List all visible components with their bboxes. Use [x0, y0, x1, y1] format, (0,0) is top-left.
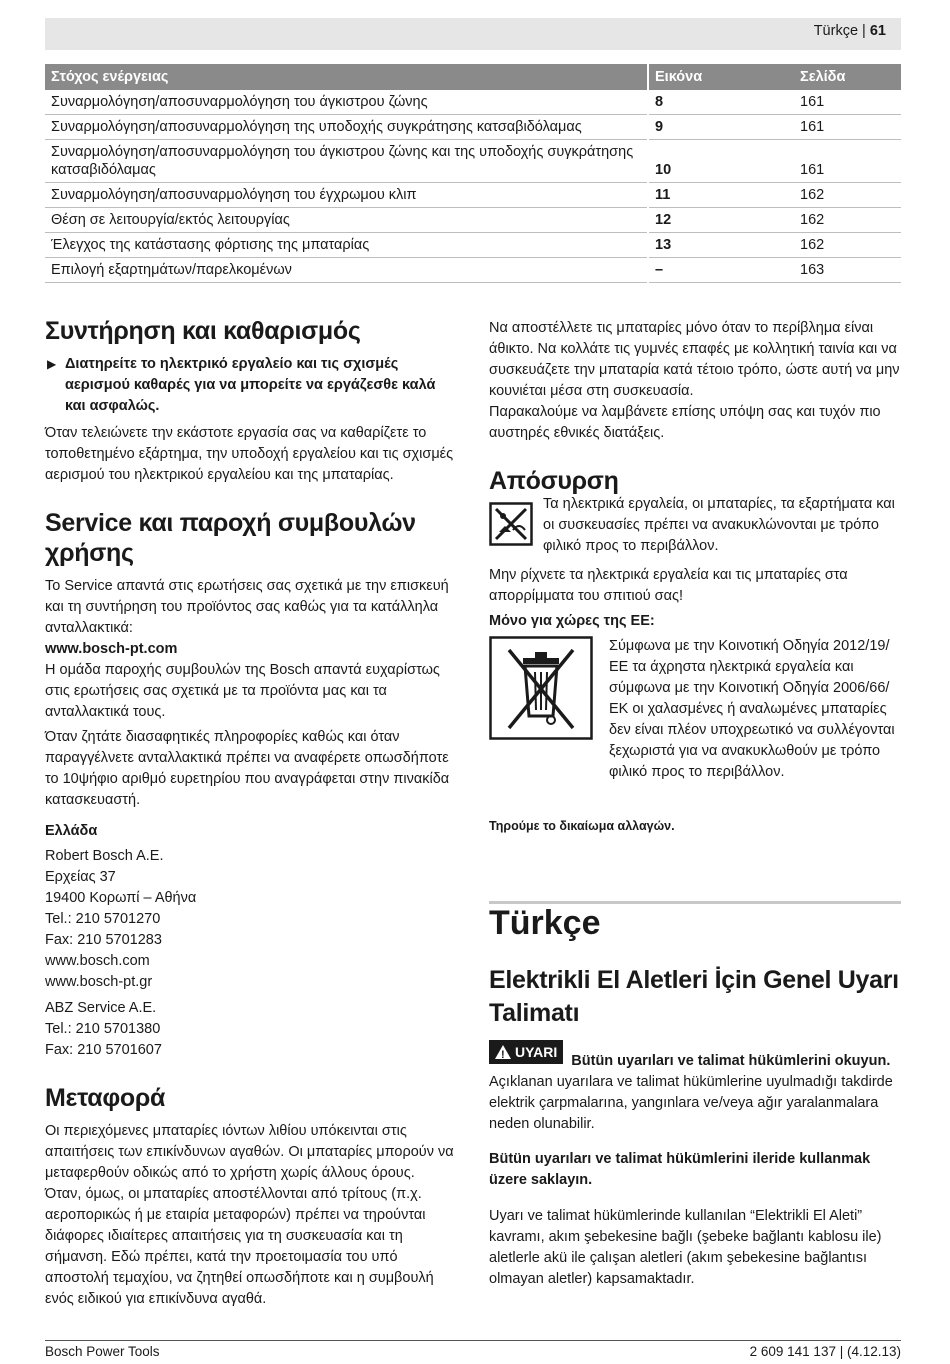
keep-instructions: Bütün uyarıları ve talimat hükümlerini ileride kullanmak üzere saklayın.	[489, 1151, 871, 1188]
row-action: Συναρμολόγηση/αποσυναρμολόγηση του άγκιστρου ζώνης και της υποδοχής συγκράτησης κατσαβιδόλαμας	[45, 140, 648, 183]
transport-p3: Να αποστέλλετε τις μπαταρίες μόνο όταν το περίβλημα είναι άθικτο. Να κολλάτε τις γυμνές επαφές με κολλητική ταινία και να συσκευάζετε την μπαταρία κατά τέτοιο τρόπο, ώστε αυτή να μην κουνιέται μέσα στη συσκευασία.	[489, 320, 900, 399]
table-row	[45, 208, 901, 233]
address-line: Tel.: 210 5701270	[45, 911, 161, 927]
col-header-action: Στόχος ενέργειας	[45, 64, 648, 90]
recycle-row	[489, 496, 901, 565]
address-block-1	[45, 846, 455, 993]
row-page: 163	[794, 258, 901, 283]
crossed-bin-icon	[489, 636, 593, 740]
row-page: 161	[794, 140, 901, 183]
service-p3: Όταν ζητάτε διασαφητικές πληροφορίες καθώς και όταν παραγγέλνετε ανταλλακτικά πρέπει να αναφέρετε οπωσδήποτε το 10ψήφιο αριθμό ευρετηρίου που αναγράφεται στην πινακίδα κατασκευαστή.	[45, 729, 450, 808]
reference-table	[45, 64, 901, 283]
row-action: Συναρμολόγηση/αποσυναρμολόγηση του έγχρωμου κλιπ	[45, 183, 648, 208]
row-figure: 10	[648, 140, 794, 183]
disposal-p2: Μην ρίχνετε τα ηλεκτρικά εργαλεία και τις μπαταρίες στα απορρίμματα του σπιτιού σας!	[489, 567, 848, 604]
eu-text: Σύμφωνα με την Κοινοτική Οδηγία 2012/19/ΕΕ τα άχρηστα ηλεκτρικά εργαλεία και σύμφωνα με την Κοινοτική Οδηγία 2006/66/ΕΚ οι χαλασμένες ή αναλωμένες μπαταρίες δεν είναι πλέον υποχρεωτικό να συλλέγονται ξεχωριστά για να ανακυκλωθούν με τρόπο φιλικό προς το περιβάλλον.	[609, 638, 895, 780]
service-country: Ελλάδα	[45, 823, 98, 839]
address-line: Robert Bosch A.E.	[45, 848, 164, 864]
warning-triangle-icon	[495, 1045, 511, 1059]
warning-bold: Bütün uyarıları ve talimat hükümlerini okuyun.	[571, 1052, 891, 1069]
row-page: 161	[794, 115, 901, 140]
turkish-title: Türkçe	[489, 904, 601, 942]
row-action: Θέση σε λειτουργία/εκτός λειτουργίας	[45, 208, 648, 233]
row-action: Επιλογή εξαρτημάτων/παρελκομένων	[45, 258, 648, 283]
warning-text: Açıklanan uyarılara ve talimat hükümlerine uyulmadığı takdirde elektrik çarpmalarına, yangınlara ve/veya ağır yaralanmalara neden olunabilir.	[489, 1073, 893, 1132]
turkish-warning-block	[489, 1036, 901, 1304]
footer-left: Bosch Power Tools	[45, 1344, 160, 1359]
table-row	[45, 233, 901, 258]
turkish-paragraph: Uyarı ve talimat hükümlerinde kullanılan “Elektrikli El Aleti” kavramı, akım şebekesine bağlı (şebeke bağlantı kablosu ile) aletlerle akü ile çalışan aletleri (akım şebekesine bağlantısı olmayan aletler) kapsamaktadır.	[489, 1207, 882, 1287]
address-line: ABZ Service A.E.	[45, 1000, 157, 1016]
transport-p1: Οι περιεχόμενες μπαταρίες ιόντων λιθίου υπόκεινται στις απαιτήσεις των επικίνδυνων αγαθών. Οι μπαταρίες μπορούν να μεταφερθούν οδικώς από το χρήστη χωρίς άλλους όρους.	[45, 1123, 454, 1181]
footer-line	[45, 1340, 901, 1341]
row-figure: –	[648, 258, 794, 283]
maintenance-bullet	[45, 354, 455, 417]
page-header: Türkçe | 61	[813, 23, 886, 39]
row-page: 162	[794, 208, 901, 233]
address-block-2	[45, 998, 455, 1061]
col-header-page: Σελίδα	[794, 64, 901, 90]
address-line: Fax: 210 5701607	[45, 1042, 162, 1058]
row-figure: 9	[648, 115, 794, 140]
footer-right: 2 609 141 137 | (4.12.13)	[749, 1344, 901, 1359]
row-page: 162	[794, 233, 901, 258]
disposal-p1: Τα ηλεκτρικά εργαλεία, οι μπαταρίες, τα εξαρτήματα και οι συσκευασίες πρέπει να ανακυκλώνονται με τρόπο φιλικό προς το περιβάλλον.	[543, 496, 895, 554]
header-language: Türkçe	[813, 23, 859, 39]
table-row	[45, 258, 901, 283]
warning-badge	[489, 1040, 563, 1064]
service-p1: Το Service απαντά στις ερωτήσεις σας σχετικά με την επισκευή και τη συντήρηση του προϊόντος σας καθώς για τα κατάλληλα ανταλλακτικά:	[45, 578, 449, 636]
table-row	[45, 183, 901, 208]
turkish-subtitle: Elektrikli El Aletleri İçin Genel Uyarı Talimatı	[489, 966, 899, 1027]
table-row	[45, 90, 901, 115]
row-figure: 12	[648, 208, 794, 233]
disposal-title: Απόσυρση	[489, 467, 619, 495]
rights-note: Τηρούμε το δικαίωμα αλλαγών.	[489, 819, 675, 833]
bullet-arrow-icon: ▶	[47, 357, 57, 371]
table-row	[45, 115, 901, 140]
right-column	[489, 318, 901, 837]
table-header-row	[45, 64, 901, 90]
row-action: Συναρμολόγηση/αποσυναρμολόγηση του άγκιστρου ζώνης	[45, 90, 648, 115]
row-action: Έλεγχος της κατάστασης φόρτισης της μπαταρίας	[45, 233, 648, 258]
address-line: 19400 Κορωπί – Αθήνα	[45, 890, 197, 906]
transport-p4: Παρακαλούμε να λαμβάνετε επίσης υπόψη σας και τυχόν πιο αυστηρές εθνικές διατάξεις.	[489, 404, 881, 441]
weee-row	[489, 636, 901, 786]
left-column	[45, 316, 455, 1310]
table-row	[45, 140, 901, 183]
warning-badge-label: UYARI	[515, 1044, 558, 1060]
eu-heading: Μόνο για χώρες της ΕΕ:	[489, 613, 655, 629]
address-line: Ερχείας 37	[45, 869, 116, 885]
recycling-symbol-icon	[489, 502, 533, 546]
maintenance-text: Όταν τελειώνετε την εκάστοτε εργασία σας να καθαρίζετε το τοποθετημένο εξάρτημα, την υποδοχή εργαλείου και τις σχισμές αερισμού του ηλεκτρικού εργαλείου και της μπαταρίας.	[45, 425, 454, 483]
header-bar	[45, 18, 901, 50]
address-line: www.bosch-pt.gr	[45, 974, 153, 990]
transport-p2: Όταν, όμως, οι μπαταρίες αποστέλλονται από τρίτους (π.χ. αεροπορικώς ή με εταιρία μεταφορών) πρέπει να τηρούνται διάφορες ιδιαίτερες απαιτήσεις για τη συσκευασία και τη σήμανση. Εδώ πρέπει, κατά την προετοιμασία του υπό αποστολή τεμαχίου, να ζητηθεί οπωσδήποτε και η συμβουλή ενός ειδικού για επικίνδυνα αγαθά.	[45, 1186, 434, 1307]
address-line: Fax: 210 5701283	[45, 932, 162, 948]
address-line: Tel.: 210 5701380	[45, 1021, 161, 1037]
row-figure: 11	[648, 183, 794, 208]
row-page: 161	[794, 90, 901, 115]
page-number: 61	[869, 23, 886, 39]
address-line: www.bosch.com	[45, 953, 150, 969]
col-header-figure: Εικόνα	[648, 64, 794, 90]
service-title: Service και παροχή συμβουλών χρήσης	[45, 509, 416, 567]
row-figure: 13	[648, 233, 794, 258]
row-page: 162	[794, 183, 901, 208]
service-p2: Η ομάδα παροχής συμβουλών της Bosch απαντά ευχαρίστως στις ερωτήσεις σας σχετικά με τα προϊόντα μας και τα ανταλλακτικά τους.	[45, 662, 440, 720]
maintenance-bullet-text: Διατηρείτε το ηλεκτρικό εργαλείο και τις σχισμές αερισμού καθαρές για να μπορείτε να εργάζεσθε καλά και ασφαλώς.	[65, 356, 436, 414]
row-action: Συναρμολόγηση/αποσυναρμολόγηση της υποδοχής συγκράτησης κατσαβιδόλαμας	[45, 115, 648, 140]
transport-title: Μεταφορά	[45, 1084, 166, 1112]
service-url: www.bosch-pt.com	[45, 641, 178, 657]
row-figure: 8	[648, 90, 794, 115]
maintenance-title: Συντήρηση και καθαρισμός	[45, 317, 361, 345]
